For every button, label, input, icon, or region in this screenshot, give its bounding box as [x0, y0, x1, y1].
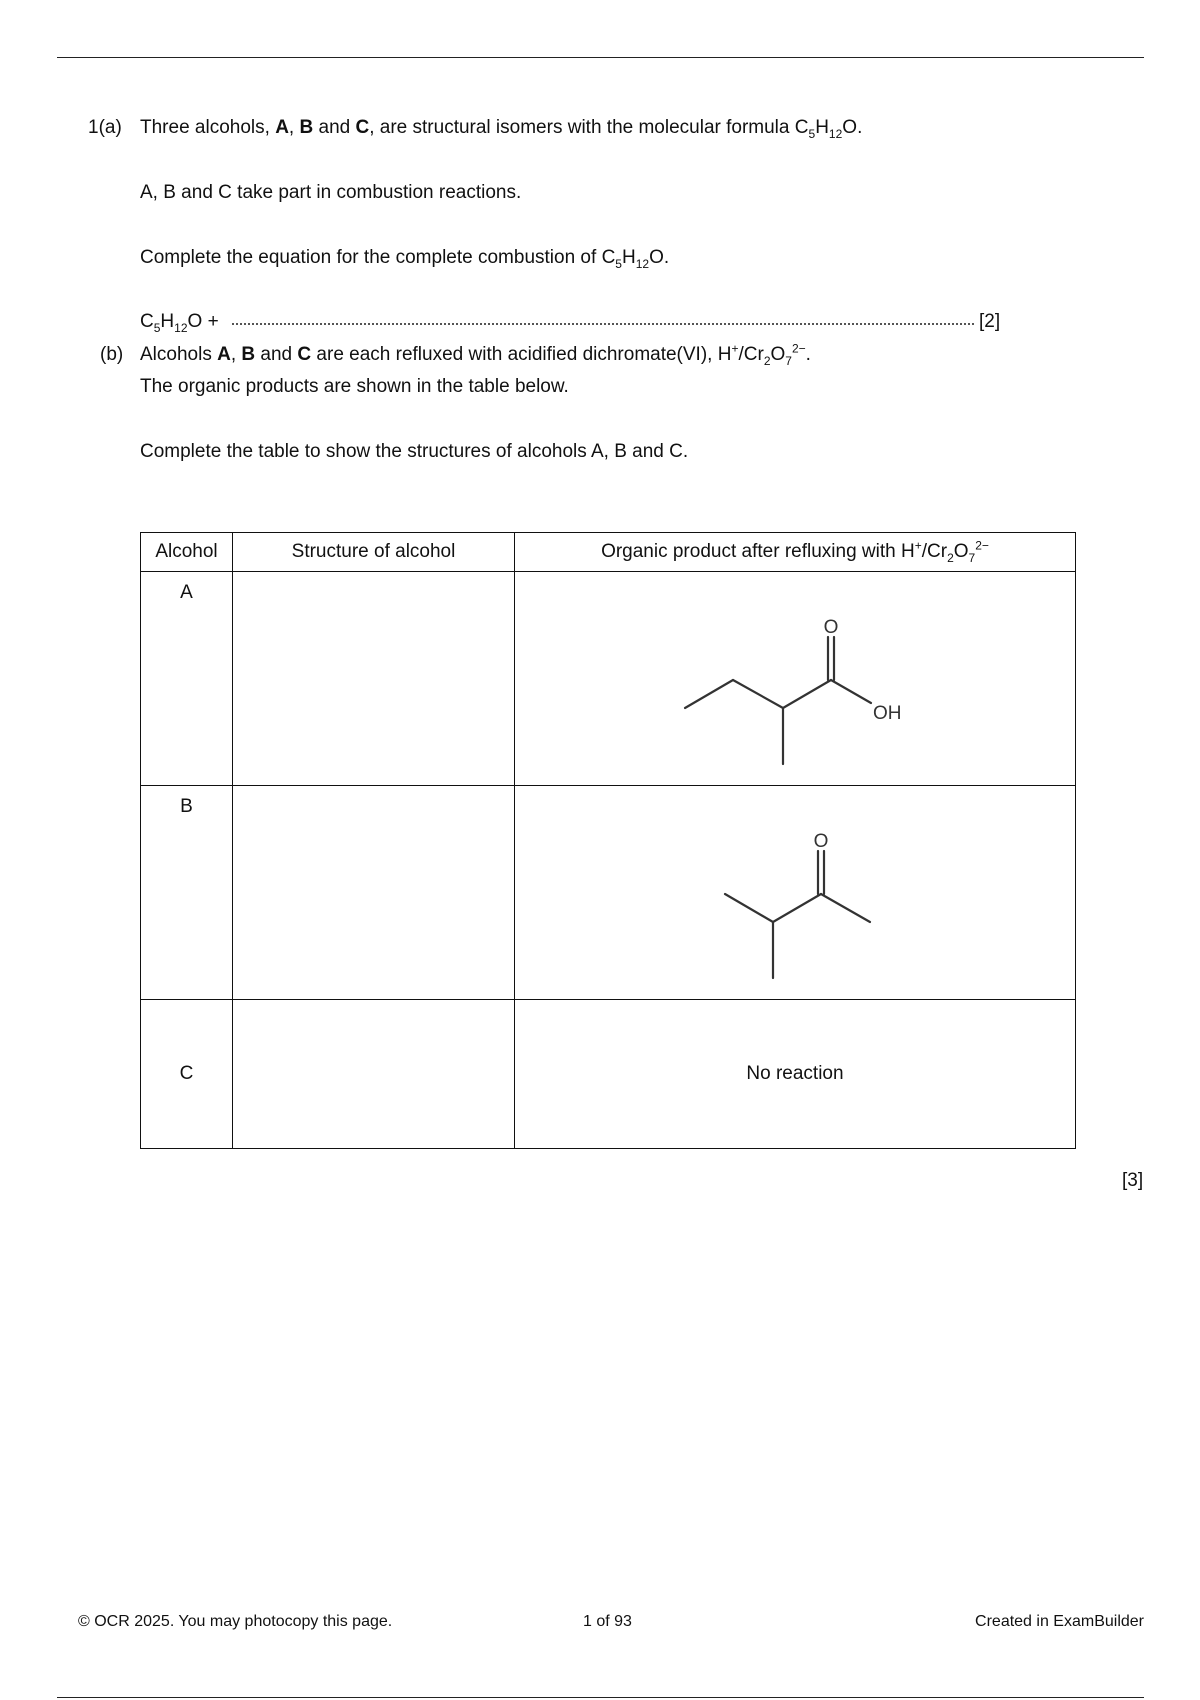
question-number-1a: 1(a) [88, 117, 122, 138]
product-a [515, 572, 1076, 786]
alcohol-label-b: B [141, 786, 233, 1000]
question-1b-line2: The organic products are shown in the table below. [140, 376, 569, 397]
table-row [141, 786, 1076, 1000]
marks-part-b: [3] [1122, 1170, 1144, 1191]
table-row [141, 1000, 1076, 1149]
table-row [141, 572, 1076, 786]
footer-copyright: © OCR 2025. You may photocopy this page. [78, 1613, 393, 1630]
structure-answer-a[interactable] [233, 572, 515, 786]
top-rule [57, 57, 1144, 58]
question-1b-instruction: Complete the table to show the structures of alcohols A, B and C. [140, 441, 689, 462]
header-structure: Structure of alcohol [233, 533, 515, 572]
structure-answer-b[interactable] [233, 786, 515, 1000]
structure-answer-c[interactable] [233, 1000, 515, 1149]
question-1a-intro: Three alcohols, A, B and C, are structural isomers with the molecular formula $C_5H_{12}O$. [140, 117, 863, 141]
product-c-text: No reaction [515, 1000, 1076, 1149]
bottom-rule [57, 1697, 1144, 1698]
header-product: Organic product after refluxing with $H^+/Cr_2O_7^{2-}$ [515, 533, 1076, 572]
footer-page-number: 1 of 93 [583, 1613, 632, 1630]
atom-hydroxyl: OH [873, 703, 902, 724]
product-a-structure [665, 591, 925, 766]
product-b-structure [665, 805, 925, 980]
equation-answer-line[interactable] [232, 323, 974, 325]
marks-part-a: [2] [979, 311, 1001, 332]
molecular-formula: $C_5H_{12}O$ [794, 117, 858, 141]
footer-created-in: Created in ExamBuilder [975, 1613, 1144, 1630]
header-alcohol: Alcohol [141, 533, 233, 572]
product-b [515, 786, 1076, 1000]
question-1b-line1: Alcohols A, B and C are each refluxed with acidified dichromate(VI), $H^+/Cr_2O_7^{2-}$. [140, 341, 811, 368]
equation-start: $C_5H_{12}O$ + [140, 311, 219, 335]
reagent-formula: $H^+/Cr_2O_7^{2-}$ [717, 341, 806, 368]
table-header-row [141, 533, 1076, 572]
combustion-sentence: A, B and C take part in combustion reactions. [140, 182, 522, 203]
question-number-1b: (b) [100, 344, 124, 365]
alcohol-structure-table [140, 532, 1076, 1149]
alcohol-label-c: C [141, 1000, 233, 1149]
atom-oxygen: O [823, 617, 839, 638]
atom-oxygen: O [813, 831, 829, 852]
combustion-instruction: Complete the equation for the complete combustion of $C_5H_{12}O$. [140, 247, 670, 271]
alcohol-label-a: A [141, 572, 233, 786]
